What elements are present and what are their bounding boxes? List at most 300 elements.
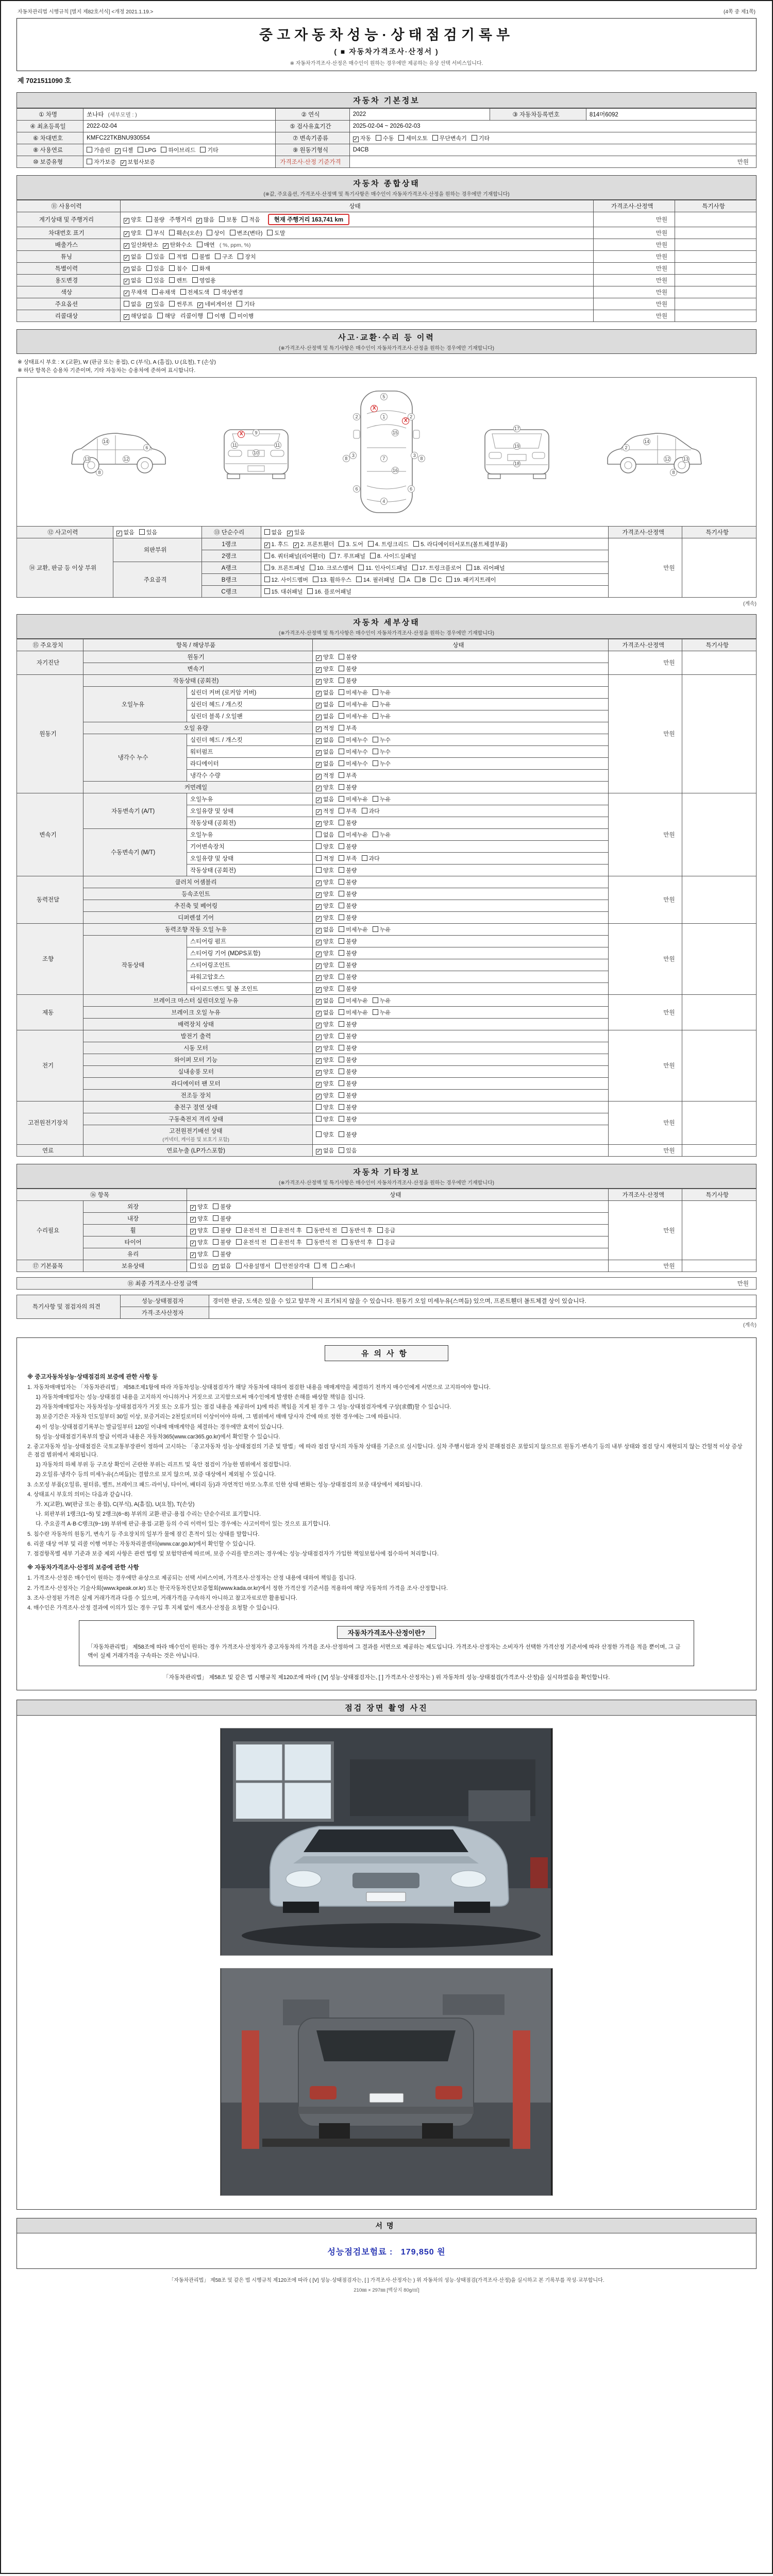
- checkbox-option[interactable]: [339, 653, 357, 661]
- value-cell: [349, 109, 490, 121]
- checkbox-option[interactable]: [316, 1130, 334, 1139]
- checkbox-option[interactable]: [339, 973, 357, 981]
- checkbox-option[interactable]: [339, 1044, 357, 1052]
- checkbox-option[interactable]: [169, 252, 187, 261]
- checkbox-option[interactable]: [377, 1238, 395, 1246]
- checkbox-option[interactable]: [339, 937, 357, 945]
- checkbox-label: 양호: [197, 1251, 209, 1258]
- checkbox-option[interactable]: [356, 575, 395, 584]
- checkbox-option[interactable]: [293, 540, 334, 548]
- checkbox-option[interactable]: [124, 215, 142, 224]
- checkbox-label: 13. 휠하우스: [320, 577, 351, 583]
- section-title: 점검 장면 촬영 사진: [345, 1704, 428, 1713]
- checkbox-unchecked-icon: [316, 832, 322, 837]
- checkbox-option[interactable]: [373, 831, 391, 839]
- checkbox-option[interactable]: [339, 902, 357, 910]
- inspection-photo-rear: [220, 1968, 553, 2196]
- checkbox-option[interactable]: [316, 688, 334, 697]
- checkbox-option[interactable]: [316, 1044, 334, 1052]
- checkbox-option[interactable]: [339, 540, 363, 548]
- text: 수동변속기 (M/T): [110, 850, 156, 856]
- value-cell: [209, 1307, 757, 1318]
- label-cell: [17, 239, 121, 251]
- checkbox-option[interactable]: [215, 252, 233, 261]
- checkbox-option[interactable]: [377, 1226, 395, 1234]
- checkbox-option[interactable]: [368, 540, 409, 548]
- checkbox-label: 14. 필러패널: [363, 577, 395, 583]
- checkbox-group: [316, 1093, 362, 1099]
- checkbox-checked-icon: ✓: [191, 1205, 195, 1211]
- checkbox-option[interactable]: [339, 878, 357, 886]
- checkbox-label: 3. 도어: [346, 541, 363, 548]
- checkbox-option[interactable]: [373, 795, 391, 803]
- text: 경미한 판금, 도색은 있을 수 있고 탈부착 시 표기되지 않을 수 있습니다. 원동기 오일 미세누유(스며듬) 있으며, 프론트휀더 볼트체결 상이 있습니다.: [212, 1298, 586, 1304]
- checkbox-option[interactable]: [146, 229, 164, 237]
- checkbox-option[interactable]: [316, 1146, 334, 1155]
- value-cell: [312, 805, 608, 817]
- checkbox-option[interactable]: [316, 902, 334, 910]
- checkbox-option[interactable]: [373, 748, 391, 756]
- checkbox-option[interactable]: [264, 575, 308, 584]
- checkbox-option[interactable]: [314, 1262, 327, 1270]
- label-cell: [83, 923, 313, 935]
- checkbox-option[interactable]: [339, 736, 368, 744]
- text: 파워고압호스: [190, 974, 225, 980]
- checkbox-option[interactable]: [169, 229, 202, 237]
- value-cell: [312, 935, 608, 947]
- checkbox-option[interactable]: [213, 1202, 231, 1211]
- checkbox-option[interactable]: [146, 300, 164, 308]
- table-row: [17, 132, 757, 144]
- checkbox-group: [316, 1081, 362, 1087]
- checkbox-option[interactable]: [339, 913, 357, 922]
- checkbox-option[interactable]: [264, 540, 289, 548]
- checkbox-option[interactable]: [316, 653, 334, 661]
- checkbox-option[interactable]: [139, 528, 157, 536]
- checkbox-option[interactable]: [316, 676, 334, 685]
- checkbox-option[interactable]: [342, 1238, 373, 1246]
- checkbox-unchecked-icon: [373, 926, 378, 932]
- text: 배력장치 상태: [178, 1021, 214, 1028]
- checkbox-label: 운전석 전: [243, 1239, 267, 1246]
- value-cell: [312, 734, 608, 745]
- checkbox-option[interactable]: [339, 985, 357, 993]
- checkbox-option[interactable]: [316, 759, 334, 768]
- checkbox-option[interactable]: [316, 1032, 334, 1040]
- checkbox-label: 수동: [383, 135, 394, 142]
- paragraph: 4. 상태표시 부호의 의미는 다음과 같습니다.: [27, 1491, 133, 1498]
- checkbox-option[interactable]: [316, 1056, 334, 1064]
- checkbox-option[interactable]: [339, 890, 357, 898]
- checkbox-option[interactable]: [373, 736, 391, 744]
- value-cell: [594, 298, 675, 310]
- checkbox-option[interactable]: [339, 1067, 357, 1076]
- checkbox-option[interactable]: [124, 300, 142, 308]
- checkbox-option[interactable]: [236, 1238, 267, 1246]
- checkbox-option[interactable]: [213, 1226, 231, 1234]
- checkbox-option[interactable]: [339, 1056, 357, 1064]
- label-cell: [17, 298, 121, 310]
- checkbox-unchecked-icon: [342, 1227, 347, 1233]
- checkbox-option[interactable]: [339, 700, 368, 708]
- checkbox-option[interactable]: [432, 134, 467, 142]
- checkbox-option[interactable]: [242, 215, 260, 224]
- table-row: [17, 876, 757, 888]
- checkbox-option[interactable]: [398, 134, 428, 142]
- checkbox-option[interactable]: [316, 949, 334, 957]
- checkbox-option[interactable]: [146, 252, 164, 261]
- checkbox-option[interactable]: [446, 575, 496, 584]
- checkbox-option[interactable]: [190, 1238, 208, 1246]
- checkbox-label: 없음: [271, 529, 282, 536]
- checkbox-option[interactable]: [339, 925, 368, 934]
- checkbox-unchecked-icon: [192, 265, 198, 271]
- table-row: [17, 994, 757, 1006]
- checkbox-option[interactable]: [370, 552, 416, 560]
- label-cell: [201, 562, 261, 573]
- checkbox-option[interactable]: [213, 1214, 231, 1223]
- checkbox-option[interactable]: [339, 819, 357, 827]
- checkbox-label: 양호: [323, 1080, 334, 1087]
- text: 가격조사·산정액: [622, 642, 665, 649]
- checkbox-unchecked-icon: [339, 654, 344, 659]
- checkbox-option[interactable]: [163, 241, 192, 249]
- checkbox-option[interactable]: [316, 1091, 334, 1099]
- checkbox-option[interactable]: [219, 215, 237, 224]
- checkbox-option[interactable]: [87, 146, 110, 154]
- checkbox-option[interactable]: [124, 229, 142, 237]
- checkbox-option[interactable]: [316, 783, 334, 791]
- checkbox-unchecked-icon: [307, 588, 313, 594]
- checkbox-option[interactable]: [264, 587, 303, 596]
- checkbox-option[interactable]: [316, 973, 334, 981]
- label-cell: [83, 1224, 187, 1236]
- checkbox-option[interactable]: [197, 241, 215, 249]
- label-cell: [17, 538, 113, 597]
- checkbox-option[interactable]: [339, 831, 368, 839]
- checkbox-option[interactable]: [192, 276, 216, 284]
- checkbox-option[interactable]: [124, 252, 142, 261]
- checkbox-option[interactable]: [236, 1226, 267, 1234]
- checkbox-option[interactable]: [373, 759, 391, 768]
- checkbox-label: 불량: [346, 1033, 357, 1040]
- checkbox-option[interactable]: [373, 700, 391, 708]
- value-cell: [675, 251, 757, 263]
- checkbox-option[interactable]: [146, 215, 164, 224]
- text: 자동변속기 (A/T): [111, 808, 155, 815]
- checkbox-option[interactable]: [267, 229, 285, 237]
- checkbox-option[interactable]: [339, 759, 368, 768]
- checkbox-option[interactable]: [287, 528, 305, 536]
- checkbox-option[interactable]: [264, 552, 326, 560]
- checkbox-checked-icon: ✓: [316, 667, 321, 673]
- checkbox-option[interactable]: [316, 736, 334, 744]
- checkbox-option[interactable]: [169, 276, 187, 284]
- checkbox-checked-icon: ✓: [294, 542, 298, 548]
- checkbox-option[interactable]: [316, 913, 334, 922]
- checkbox-unchecked-icon: [267, 230, 273, 235]
- checkbox-option[interactable]: [472, 134, 490, 142]
- checkbox-option[interactable]: [316, 712, 334, 720]
- checkbox-option[interactable]: [316, 985, 334, 993]
- checkbox-option[interactable]: [213, 1238, 231, 1246]
- checkbox-option[interactable]: [373, 925, 391, 934]
- checkbox-group: [316, 1033, 362, 1040]
- checkbox-option[interactable]: [316, 1067, 334, 1076]
- checkbox-option[interactable]: [316, 807, 334, 815]
- checkbox-option[interactable]: [373, 688, 391, 697]
- label-cell: [276, 156, 350, 168]
- checkbox-option[interactable]: [339, 1103, 357, 1111]
- checkbox-option[interactable]: [373, 1008, 391, 1016]
- checkbox-option[interactable]: [353, 134, 371, 142]
- checkbox-option[interactable]: [116, 528, 135, 536]
- checkbox-label: 불량: [346, 974, 357, 980]
- text: 만원: [663, 897, 675, 904]
- checkbox-option[interactable]: [339, 1130, 357, 1139]
- checkbox-option[interactable]: [310, 564, 354, 572]
- checkbox-option[interactable]: [169, 300, 193, 308]
- checkbox-option[interactable]: [190, 1214, 208, 1223]
- checkbox-option[interactable]: [316, 890, 334, 898]
- value-cell: [682, 1260, 757, 1272]
- text: 외판부위: [143, 547, 167, 554]
- checkbox-option[interactable]: [271, 1238, 302, 1246]
- checkbox-option[interactable]: [316, 700, 334, 708]
- checkbox-option[interactable]: [264, 528, 282, 536]
- checkbox-checked-icon: ✓: [191, 1252, 195, 1258]
- checkbox-option[interactable]: [190, 1226, 208, 1234]
- checkbox-option[interactable]: [316, 795, 334, 803]
- checkbox-option[interactable]: [358, 564, 407, 572]
- checkbox-option[interactable]: [330, 552, 365, 560]
- checkbox-option[interactable]: [214, 288, 243, 296]
- checkbox-label: 미세누수: [346, 737, 368, 743]
- checkbox-option[interactable]: [376, 134, 394, 142]
- section-title: 자동차 기본정보: [353, 96, 420, 105]
- checkbox-option[interactable]: [339, 748, 368, 756]
- notice-section: [16, 1337, 757, 1691]
- text: 변속기: [187, 666, 205, 672]
- checkbox-option[interactable]: [412, 564, 462, 572]
- checkbox-option[interactable]: [339, 1091, 357, 1099]
- checkbox-option[interactable]: [124, 288, 147, 296]
- label-cell: [17, 286, 121, 298]
- checkbox-option[interactable]: [124, 312, 153, 320]
- label-cell: [83, 828, 187, 876]
- checkbox-group: [316, 939, 362, 945]
- checkbox-option[interactable]: [264, 564, 305, 572]
- checkbox-option[interactable]: [124, 241, 158, 249]
- checkbox-option[interactable]: [339, 996, 368, 1005]
- checkbox-option[interactable]: [316, 748, 334, 756]
- table-row: [17, 121, 757, 132]
- checkbox-group: [169, 266, 215, 272]
- checkbox-option[interactable]: [307, 587, 351, 596]
- checkbox-option[interactable]: [271, 1226, 302, 1234]
- label-cell: [83, 1042, 313, 1054]
- text: 스티어링조인트: [190, 962, 230, 969]
- checkbox-option[interactable]: [339, 665, 357, 673]
- checkbox-option[interactable]: [339, 961, 357, 969]
- checkbox-option[interactable]: [316, 771, 334, 779]
- checkbox-option[interactable]: [339, 688, 368, 697]
- value-cell: [682, 793, 757, 876]
- checkbox-label: 양호: [197, 1215, 209, 1222]
- checkbox-option[interactable]: [190, 1262, 208, 1270]
- checkbox-option[interactable]: [316, 819, 334, 827]
- checkbox-option[interactable]: [146, 264, 164, 273]
- checkbox-option[interactable]: [87, 158, 116, 166]
- checkbox-option[interactable]: [339, 783, 357, 791]
- checkbox-option[interactable]: [316, 866, 334, 874]
- checkbox-option[interactable]: [230, 312, 254, 320]
- checkbox-unchecked-icon: [339, 1045, 344, 1050]
- checkbox-option[interactable]: [190, 1202, 208, 1211]
- checkbox-option[interactable]: [339, 949, 357, 957]
- checkbox-option[interactable]: [197, 300, 232, 308]
- checkbox-unchecked-icon: [373, 713, 378, 719]
- checkbox-label: 많음: [203, 217, 215, 223]
- text: 색상: [60, 290, 73, 296]
- checkbox-option[interactable]: [146, 276, 164, 284]
- checkbox-label: 양호: [323, 903, 334, 909]
- checkbox-option[interactable]: [373, 996, 391, 1005]
- checkbox-checked-icon: ✓: [354, 137, 358, 142]
- checkbox-option[interactable]: [399, 577, 410, 583]
- checkbox-label: 불량: [346, 1092, 357, 1099]
- checkbox-option[interactable]: [192, 264, 210, 273]
- value-cell: [120, 263, 593, 275]
- checkbox-option[interactable]: [339, 1020, 357, 1028]
- checkbox-option[interactable]: [362, 807, 380, 815]
- checkbox-unchecked-icon: [339, 1033, 344, 1039]
- checkbox-option[interactable]: [190, 1250, 208, 1258]
- checkbox-unchecked-icon: [398, 135, 404, 141]
- checkbox-option[interactable]: [115, 146, 133, 154]
- checkbox-option[interactable]: [200, 146, 218, 154]
- checkbox-option[interactable]: [339, 807, 357, 815]
- checkbox-option[interactable]: [342, 1226, 373, 1234]
- checkbox-option[interactable]: [316, 1115, 334, 1123]
- checkbox-option[interactable]: [152, 288, 176, 296]
- checkbox-option[interactable]: [339, 1008, 368, 1016]
- checkbox-option[interactable]: [339, 1079, 357, 1088]
- checkbox-option[interactable]: [339, 866, 357, 874]
- checkbox-option[interactable]: [362, 854, 380, 862]
- checkbox-option[interactable]: [121, 158, 155, 166]
- checkbox-option[interactable]: [316, 1020, 334, 1028]
- checkbox-option[interactable]: [124, 276, 142, 284]
- checkbox-option[interactable]: [316, 937, 334, 945]
- checkbox-option[interactable]: [316, 878, 334, 886]
- checkbox-unchecked-icon: [339, 891, 344, 896]
- checkbox-label: 장치: [245, 254, 256, 260]
- checkbox-option[interactable]: [316, 925, 334, 934]
- checkbox-option[interactable]: [316, 1103, 334, 1111]
- checkbox-checked-icon: ✓: [264, 542, 270, 548]
- checkbox-option[interactable]: [415, 577, 426, 583]
- checkbox-group: [316, 1045, 362, 1052]
- checkbox-option[interactable]: [207, 312, 225, 320]
- checkbox-option[interactable]: [169, 264, 187, 273]
- checkbox-option[interactable]: [313, 575, 351, 584]
- checkbox-label: 양호: [197, 1227, 209, 1234]
- checkbox-option[interactable]: [339, 1146, 357, 1155]
- checkbox-option[interactable]: [307, 1226, 338, 1234]
- checkbox-option[interactable]: [230, 229, 263, 237]
- checkbox-option[interactable]: [138, 147, 156, 154]
- checkbox-label: 적정: [323, 808, 334, 815]
- checkbox-option[interactable]: [316, 854, 334, 862]
- checkbox-option[interactable]: [331, 1262, 355, 1270]
- checkbox-option[interactable]: [339, 1032, 357, 1040]
- checkbox-label: 없음: [323, 997, 334, 1004]
- checkbox-option[interactable]: [307, 1238, 338, 1246]
- checkbox-label: 미세누수: [346, 760, 368, 767]
- checkbox-option[interactable]: [339, 795, 368, 803]
- text: 오일유량 및 상태: [190, 808, 234, 815]
- checkbox-label: 하이브리드: [168, 147, 196, 154]
- checkbox-unchecked-icon: [373, 737, 378, 742]
- checkbox-option[interactable]: [316, 1008, 334, 1016]
- checkbox-option[interactable]: [192, 252, 210, 261]
- checkbox-option[interactable]: [430, 577, 442, 583]
- checkbox-option[interactable]: [196, 215, 214, 224]
- value-cell: [313, 1277, 757, 1289]
- checkbox-option[interactable]: [316, 724, 334, 732]
- checkbox-option[interactable]: [339, 1115, 357, 1123]
- checkbox-option[interactable]: [466, 564, 505, 572]
- checkbox-option[interactable]: [339, 724, 357, 732]
- checkbox-option[interactable]: [339, 842, 357, 851]
- checkbox-option[interactable]: [213, 1250, 231, 1258]
- checkbox-option[interactable]: [161, 146, 195, 154]
- checkbox-option[interactable]: [275, 1262, 310, 1270]
- checkbox-checked-icon: ✓: [124, 255, 129, 261]
- checkbox-unchecked-icon: [339, 1080, 344, 1086]
- checkbox-option[interactable]: [213, 1262, 231, 1270]
- checkbox-option[interactable]: [316, 665, 334, 673]
- value-cell: [608, 674, 682, 793]
- checkbox-option[interactable]: [316, 961, 334, 969]
- car-front-view: [215, 418, 297, 485]
- checkbox-option[interactable]: [157, 312, 175, 320]
- checkbox-option[interactable]: [339, 854, 357, 862]
- checkbox-option[interactable]: [238, 252, 256, 261]
- text: 오일누유: [121, 701, 145, 708]
- checkbox-option[interactable]: [180, 288, 210, 296]
- checkbox-option[interactable]: [316, 831, 334, 839]
- checkbox-option[interactable]: [316, 1079, 334, 1088]
- table-row: [17, 239, 757, 251]
- checkbox-option[interactable]: [207, 229, 225, 237]
- checkbox-option[interactable]: [339, 676, 357, 685]
- checkbox-option[interactable]: [236, 1262, 271, 1270]
- checkbox-option[interactable]: [124, 264, 142, 273]
- checkbox-option[interactable]: [339, 771, 357, 779]
- checkbox-option[interactable]: [316, 996, 334, 1005]
- value-cell: [594, 286, 675, 298]
- checkbox-option[interactable]: [316, 842, 334, 851]
- checkbox-option[interactable]: [373, 712, 391, 720]
- checkbox-group: [316, 1105, 362, 1111]
- checkbox-option[interactable]: [413, 540, 507, 548]
- label-cell: [608, 526, 682, 538]
- checkbox-option[interactable]: [339, 712, 368, 720]
- checkbox-option[interactable]: [237, 300, 255, 308]
- table-row: [17, 251, 757, 263]
